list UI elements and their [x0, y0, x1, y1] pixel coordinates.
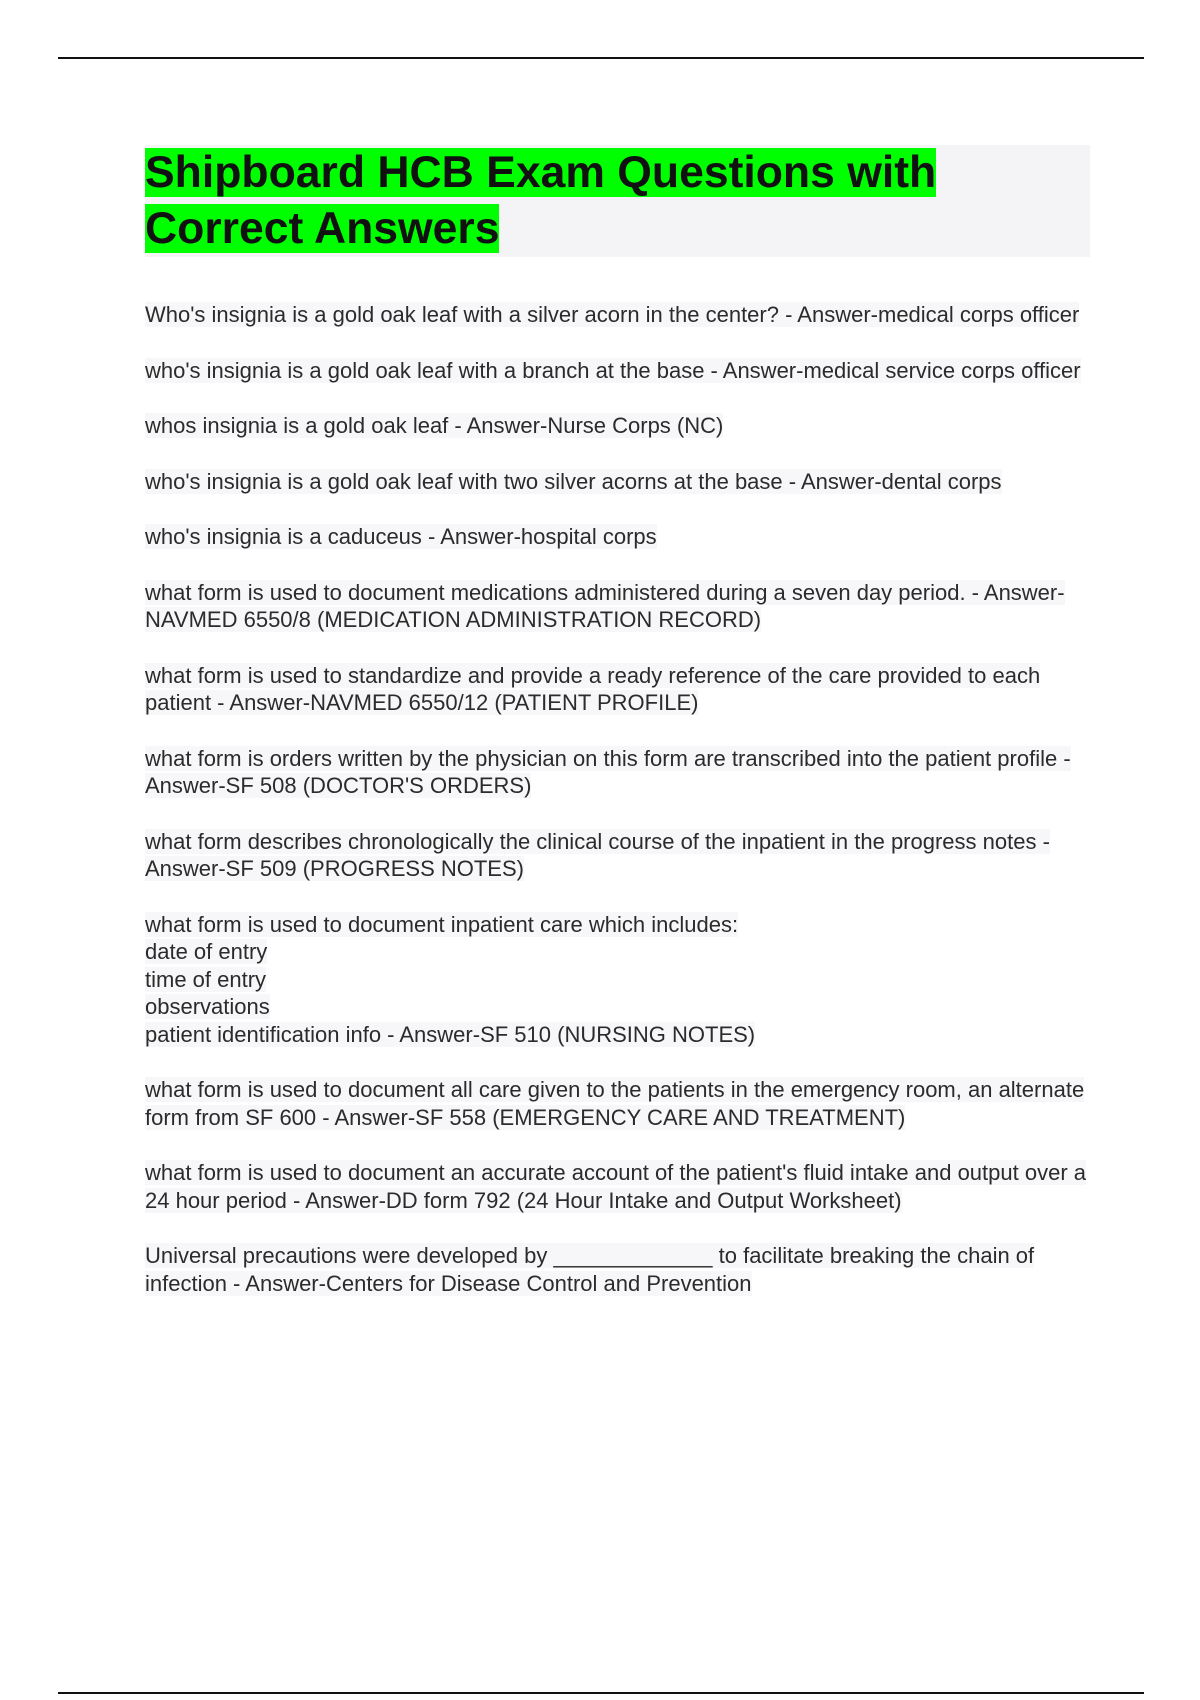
qa-item-text: who's insignia is a gold oak leaf with a branch at the base - Answer-medical service corps officer: [145, 357, 1081, 383]
qa-item-text: Who's insignia is a gold oak leaf with a silver acorn in the center? - Answer-medical corps officer: [145, 302, 1080, 327]
qa-item-text: Universal precautions were developed by _____________ to facilitate breaking the chain of infection - Answer-Centers for Disease Control and Prevention: [145, 1243, 1035, 1296]
qa-item: [145, 412, 1090, 440]
qa-item: [145, 1076, 1090, 1131]
qa-item-text: what form is orders written by the physician on this form are transcribed into the patient profile - Answer-SF 508 (DOCTOR'S ORDERS): [145, 745, 1071, 798]
qa-item-text: what form is used to document all care given to the patients in the emergency room, an alternate form from SF 600 - Answer-SF 558 (EMERGENCY CARE AND TREATMENT): [145, 1077, 1085, 1130]
qa-item: [145, 523, 1090, 551]
qa-item-text: who's insignia is a caduceus - Answer-hospital corps: [145, 524, 657, 549]
qa-item-text: who's insignia is a gold oak leaf with two silver acorns at the base - Answer-dental corps: [145, 468, 1002, 494]
qa-list: [145, 301, 1090, 1297]
qa-item: [145, 662, 1090, 717]
qa-item: [145, 301, 1090, 329]
document-body: [145, 145, 1090, 1325]
qa-item: [145, 1242, 1090, 1297]
qa-item: [145, 579, 1090, 634]
qa-item-text: what form is used to document an accurate account of the patient's fluid intake and output over a 24 hour period - Answer-DD form 792 (24 Hour Intake and Output Worksheet): [145, 1160, 1086, 1213]
document-title-text: Shipboard HCB Exam Questions with Correct Answers: [145, 148, 937, 253]
qa-item: [145, 468, 1090, 496]
qa-item: [145, 1159, 1090, 1214]
qa-item-text: what form is used to document medications administered during a seven day period. - Answer-NAVMED 6550/8 (MEDICATION ADMINISTRATION RECORD): [145, 579, 1065, 632]
qa-item-text: what form is used to document inpatient care which includes: date of entry time of entry observations patient identification info - Answer-SF 510 (NURSING NOTES): [145, 911, 756, 1047]
qa-item: [145, 745, 1090, 800]
qa-item: [145, 828, 1090, 883]
qa-item-text: what form describes chronologically the clinical course of the inpatient in the progress notes - Answer-SF 509 (PROGRESS NOTES): [145, 828, 1050, 881]
header-rule: [58, 57, 1144, 59]
document-title: [145, 145, 1090, 257]
footer-rule: [58, 1692, 1144, 1694]
qa-item-text: whos insignia is a gold oak leaf - Answer-Nurse Corps (NC): [145, 413, 724, 438]
qa-item: [145, 357, 1090, 385]
qa-item-text: what form is used to standardize and provide a ready reference of the care provided to each patient - Answer-NAVMED 6550/12 (PATIENT PROFILE): [145, 662, 1041, 715]
title-block: [145, 145, 1090, 257]
qa-item: [145, 911, 1090, 1049]
